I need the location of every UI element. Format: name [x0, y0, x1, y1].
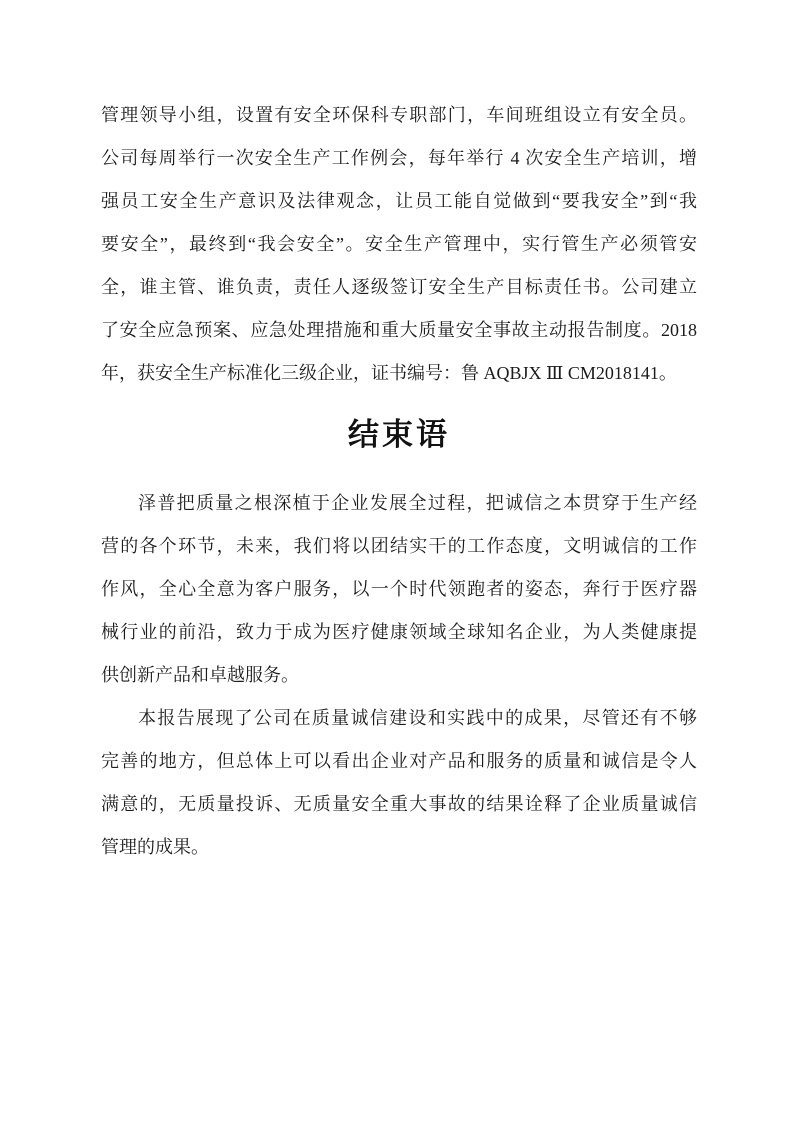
- text-line: 供创新产品和卓越服务。: [101, 665, 299, 685]
- text-line: 本报告展现了公司在质量诚信建设和实践中的成果，尽管还有不够: [138, 708, 697, 728]
- text-line: 完善的地方，但总体上可以看出企业对产品和服务的质量和诚信是令人: [101, 751, 697, 771]
- text-line: 泽普把质量之根深植于企业发展全过程，把诚信之本贯穿于生产经: [138, 493, 697, 513]
- text-line: 营的各个环节，未来，我们将以团结实干的工作态度，文明诚信的工作: [101, 536, 697, 556]
- text-line: 管理的成果。: [101, 837, 209, 857]
- section-heading-closing: 结束语: [348, 417, 450, 453]
- text-line: 满意的，无质量投诉、无质量安全重大事故的结果诠释了企业质量诚信: [101, 794, 697, 814]
- text-line: 要安全”，最终到“我会安全”。安全生产管理中，实行管生产必须管安: [101, 234, 697, 254]
- text-line: 管理领导小组，设置有安全环保科专职部门，车间班组设立有安全员。: [101, 105, 697, 125]
- text-line: 全，谁主管、谁负责，责任人逐级签订安全生产目标责任书。公司建立: [101, 277, 697, 297]
- text-line: 公司每周举行一次安全生产工作例会，每年举行 4 次安全生产培训，增: [101, 148, 697, 168]
- paragraph-safety-management-continuation: [101, 94, 697, 395]
- text-line: 了安全应急预案、应急处理措施和重大质量安全事故主动报告制度。2018: [101, 320, 697, 340]
- text-line: 械行业的前沿，致力于成为医疗健康领域全球知名企业，为人类健康提: [101, 622, 697, 642]
- page-content: [101, 94, 697, 869]
- text-line: 强员工安全生产意识及法律观念，让员工能自觉做到“要我安全”到“我: [101, 191, 697, 211]
- text-line: 年，获安全生产标准化三级企业，证书编号：鲁 AQBJX Ⅲ CM2018141。: [101, 363, 677, 383]
- paragraph-closing-2: [101, 697, 697, 869]
- text-line: 作风，全心全意为客户服务，以一个时代领跑者的姿态，奔行于医疗器: [101, 579, 697, 599]
- paragraph-closing-1: [101, 482, 697, 697]
